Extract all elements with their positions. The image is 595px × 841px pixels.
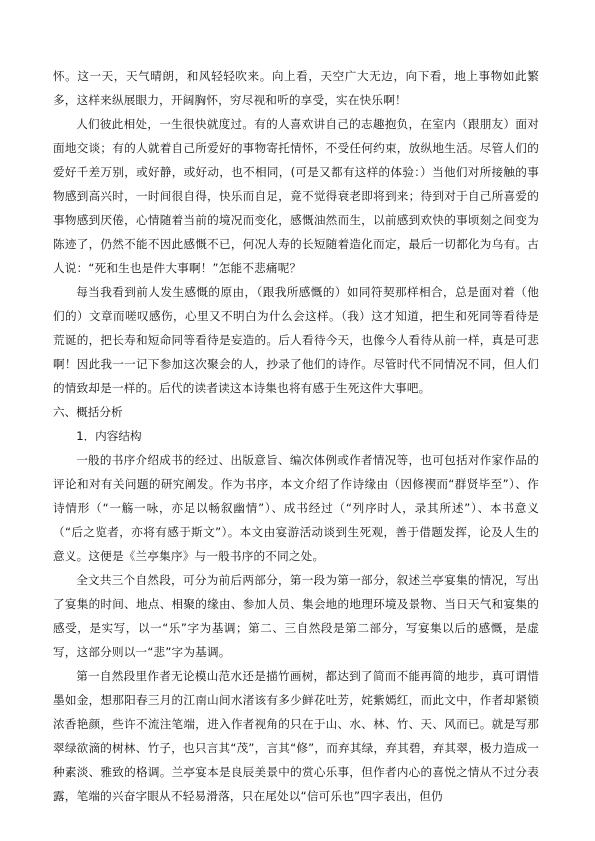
paragraph-continuation: 怀。这一天，天气晴朗，和风轻轻吹来。向上看，天空广大无边，向下看，地上事物如此繁多，这样来纵展眼力，开阔胸怀，穷尽视和听的享受，实在快乐啊！ bbox=[53, 69, 539, 107]
paragraph-analysis-2: 全文共三个自然段，可分为前后两部分，第一段为第一部分，叙述兰亭宴集的情况，写出了宴集的时间、地点、相聚的缘由、参加人员、集会地的地理环境及景物、当日天气和宴集的感受，是实写，以一“乐”字为基调；第二、三自然段是第二部分，写宴集以后的感慨，是虚写，这部分则以一“悲”字为基调。 bbox=[53, 573, 539, 659]
paragraph-analysis-1: 一般的书序介绍成书的经过、出版意旨、编次体例或作者情况等，也可包括对作家作品的评论和对有关问题的研究阐发。作为书序，本文介绍了作诗缘由（因修禊而“群贤毕至”）、作诗情形（“一觞一咏，亦足以畅叙幽情”）、成书经过（“列序时人，录其所述”）、本书意义（“后之览者，亦将有感于斯文”）。本文由宴游活动谈到生死观，善于借题发挥，论及人生的意义。这便是《兰亭集序》与一般书序的不同之处。 bbox=[53, 453, 539, 563]
paragraph-translation-3: 每当我看到前人发生感慨的原由，（跟我所感慨的）如同符契那样相合，总是面对着（他们的）文章而嗟叹感伤，心里又不明白为什么会这样。（我）这才知道，把生和死同等看待是荒诞的，把长寿和短命同等看待是妄造的。后人看待今天，也像今人看待从前一样，真是可悲啊！因此我一一记下参加这次聚会的人，抄录了他们的诗作。尽管时代不同情况不同，但人们的情致却是一样的。后代的读者读这本诗集也将有感于生死这件大事吧。 bbox=[53, 285, 539, 395]
section-heading: 六、概括分析 bbox=[53, 405, 123, 419]
paragraph-translation-2: 人们彼此相处，一生很快就度过。有的人喜欢讲自己的志趣抱负，在室内（跟朋友）面对面地交谈；有的人就着自己所爱好的事物寄托情怀，不受任何约束，放纵地生活。尽管人们的爱好千差万别，或好静，或好动，也不相同，(可是又都有这样的体验：）当他们对所接触的事物感到高兴时，一时间很自得，快乐而自足，竟不觉得衰老即将到来；待到对于自己所喜爱的事物感到厌倦，心情随着当前的境况而变化，感慨油然而生，以前感到欢快的事顷刻之间变为陈迹了，仍然不能不因此感慨不已，何况人寿的长短随着造化而定，最后一切都化为乌有。古人说：“死和生也是件大事啊！”怎能不悲痛呢？ bbox=[53, 117, 539, 275]
document-body bbox=[53, 64, 539, 808]
paragraph-analysis-3: 第一自然段里作者无论模山范水还是描竹画树，都达到了简而不能再简的地步，真可谓惜墨如金，想那阳春三月的江南山间水渚该有多少鲜花吐芳，姹紫嫣红，而此文中，作者却紧锁浓香艳颜，些许不流注笔端，进入作者视角的只在于山、水、林、竹、天、风而已。就是写那翠绿欲滴的树林、竹子，也只言其“茂”，言其“修”，而弃其绿，弃其碧，弃其翠，极力造成一种素淡、雅致的格调。兰亭宴本是良辰美景中的赏心乐事，但作者内心的喜悦之情从不过分表露，笔端的兴奋字眼从不轻易滑落，只在尾处以“信可乐也”四字表出，但仍 bbox=[53, 669, 539, 803]
subsection-heading: 1．内容结构 bbox=[76, 429, 142, 443]
